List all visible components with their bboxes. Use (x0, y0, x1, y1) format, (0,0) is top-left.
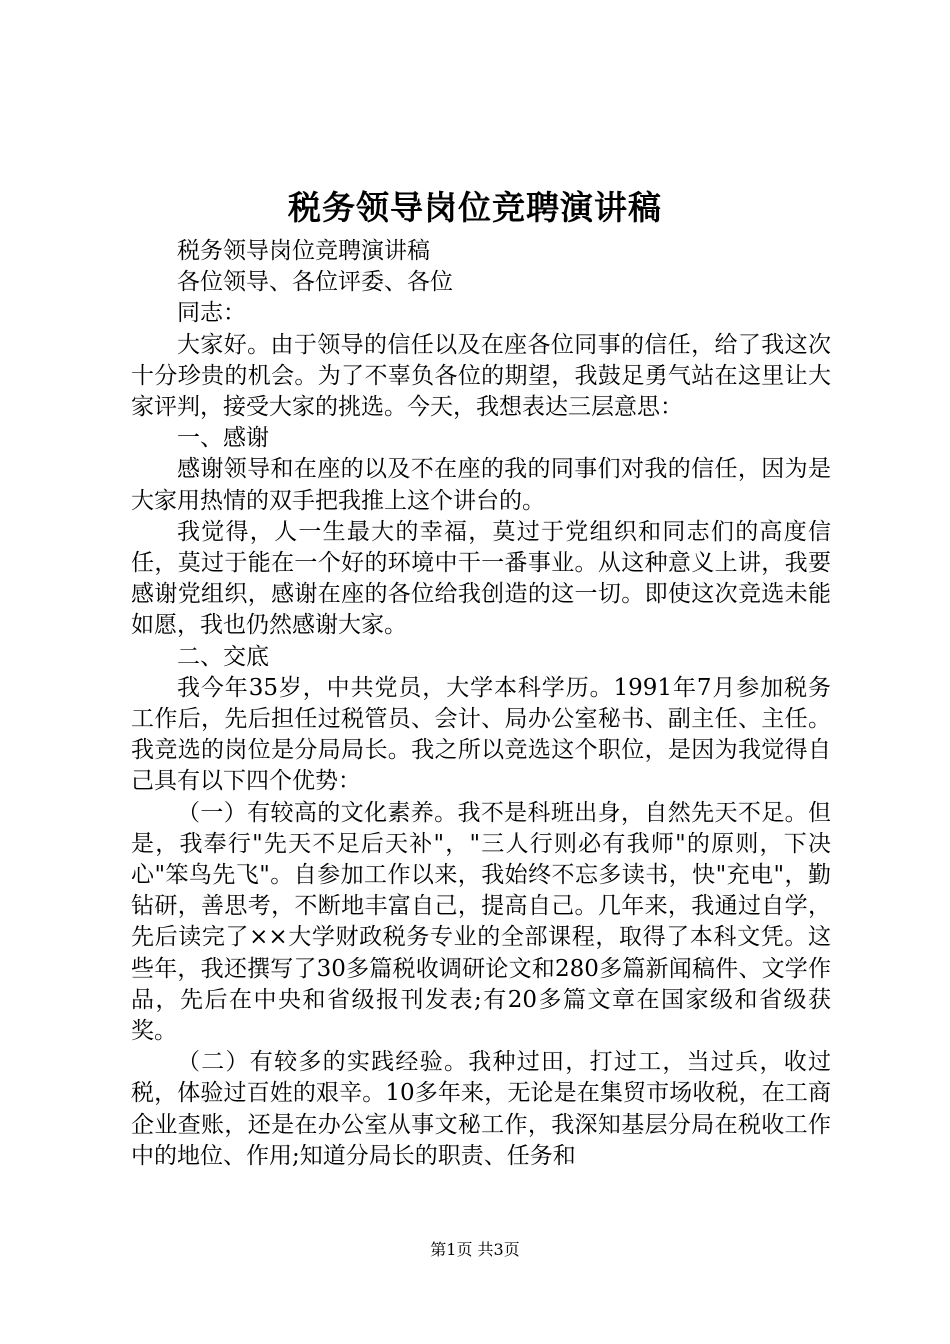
paragraph-advantage-2: （二）有较多的实践经验。我种过田，打过工，当过兵，收过税，体验过百姓的艰辛。10多年来，无论是在集贸市场收税，在工商企业查账，还是在办公室从事文秘工作，我深知基层分局在税收工作中的地位、作用;知道分局长的职责、任务和 (131, 1049, 831, 1169)
page-footer: 第1页 共3页 (430, 1240, 520, 1259)
section-heading-thanks: 一、感谢 (177, 425, 269, 452)
document-body (131, 236, 831, 1172)
paragraph-salutation-end: 同志： (177, 300, 246, 327)
paragraph-salutation: 各位领导、各位评委、各位 (177, 269, 453, 296)
paragraph-background: 我今年35岁，中共党员，大学本科学历。1991年7月参加税务工作后，先后担任过税管员、会计、局办公室秘书、副主任、主任。我竞选的岗位是分局局长。我之所以竞选这个职位，是因为我觉得自己具有以下四个优势： (131, 674, 831, 795)
paragraph-thanks-1: 感谢领导和在座的以及不在座的我的同事们对我的信任，因为是大家用热情的双手把我推上这个讲台的。 (131, 456, 831, 514)
document-title: 税务领导岗位竞聘演讲稿 (288, 188, 662, 227)
paragraph-thanks-2: 我觉得，人一生最大的幸福，莫过于党组织和同志们的高度信任，莫过于能在一个好的环境中干一番事业。从这种意义上讲，我要感谢党组织，感谢在座的各位给我创造的这一切。即使这次竞选未能如愿，我也仍然感谢大家。 (131, 518, 831, 639)
section-heading-background: 二、交底 (177, 643, 269, 670)
paragraph-heading-repeat: 税务领导岗位竞聘演讲稿 (177, 238, 430, 264)
paragraph-greeting: 大家好。由于领导的信任以及在座各位同事的信任，给了我这次十分珍贵的机会。为了不辜负各位的期望，我鼓足勇气站在这里让大家评判，接受大家的挑选。今天，我想表达三层意思： (131, 331, 831, 421)
paragraph-advantage-1: （一）有较高的文化素养。我不是科班出身，自然先天不足。但是，我奉行"先天不足后天补"，"三人行则必有我师"的原则，下决心"笨鸟先飞"。自参加工作以来，我始终不忘多读书，快"充电"，勤钻研，善思考，不断地丰富自己，提高自己。几年来，我通过自学，先后读完了××大学财政税务专业的全部课程，取得了本科文凭。这些年，我还撰写了30多篇税收调研论文和280多篇新闻稿件、文学作品，先后在中央和省级报刊发表;有20多篇文章在国家级和省级获奖。 (131, 799, 831, 1045)
